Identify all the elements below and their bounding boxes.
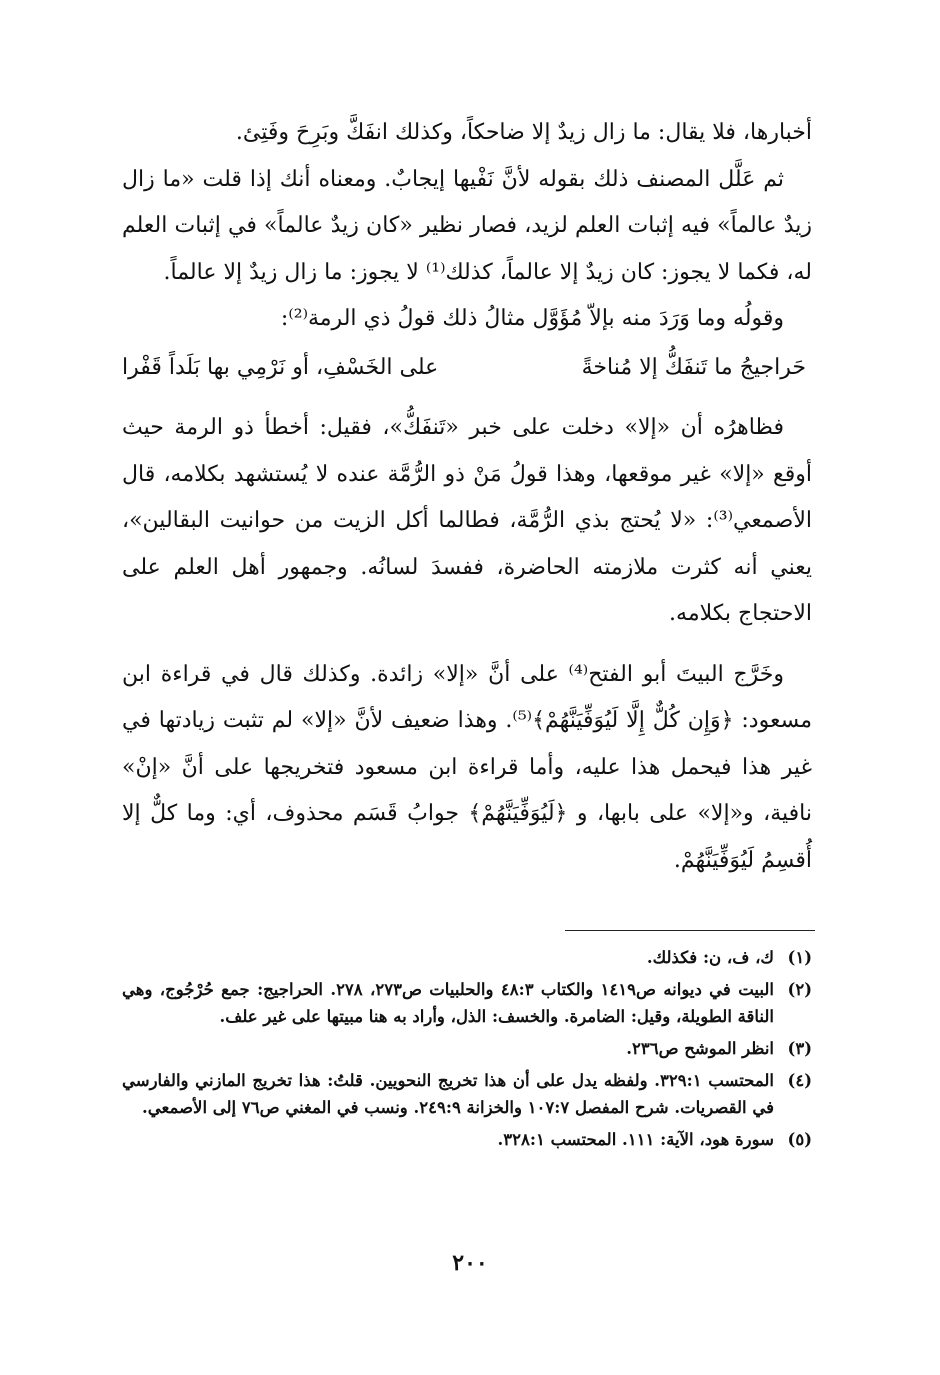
paragraph-5: وخَرَّج البيتَ أبو الفتح⁽⁴⁾ على أنَّ «إلا» زائدة. وكذلك قال في قراءة ابن مسعود: ﴿وَإِن كُلٌّ إِلَّا لَيُوَفِّيَنَّهُمْ﴾⁽⁵⁾. وهذا ضعيف لأنَّ «إلا» لم تثبت زيادتها في غير هذا فيحمل هذا عليه، وأما قراءة ابن مسعود فتخريجها على أنَّ «إنْ» نافية، و«إلا» على بابها، و ﴿لَيُوَفِّيَنَّهُمْ﴾ جوابُ قَسَم محذوف، أي: وما كلٌّ إلا أُقسِمُ لَيُوَفِّيَنَّهُمْ. (122, 661, 812, 873)
footnote-text: المحتسب ٣٢٩:١. ولفظه يدل على أن هذا تخريج النحويين. قلتُ: هذا تخريج المازني والفارسي في القصريات. شرح المفصل ١٠٧:٧ والخزانة ٢٤٩:٩. ونسب في المغني ص٧٦ إلى الأصمعي. (122, 1071, 774, 1117)
main-text (122, 110, 812, 884)
page-number: ٢٠٠ (452, 1250, 488, 1276)
footnote (122, 1126, 812, 1153)
footnote-number: (٣) (787, 1039, 812, 1058)
poetry-verse (122, 343, 806, 392)
footnote-text: انظر الموشح ص٢٣٦. (626, 1039, 774, 1058)
footnote-text: البيت في ديوانه ص١٤١٩ والكتاب ٤٨:٣ والحلبيات ص٢٧٣، ٢٧٨. الحراجيج: جمع حُرْجُوج، وهي الناقة الطويلة، وقيل: الضامرة. والخسف: الذل، وأراد به هنا مبيتها على غير علف. (122, 980, 774, 1026)
footnote (122, 1035, 812, 1062)
footnote-number: (١) (787, 948, 812, 967)
footnote (122, 944, 812, 971)
footnote (122, 976, 812, 1030)
paragraph-4: فظاهرُه أن «إلا» دخلت على خبر «تَنفَكُّ»، فقيل: أخطأ ذو الرمة حيث أوقع «إلا» غير موقعها، وهذا قولُ مَنْ ذو الرُّمَّة عنده لا يُستشهد بكلامه، قال الأصمعي⁽³⁾: «لا يُحتج بذي الرُّمَّة، فطالما أكل الزيت من حوانيت البقالين»، يعني أنه كثرت ملازمته الحاضرة، ففسدَ لسانُه. وجمهور أهل العلم على الاحتجاج بكلامه. (122, 415, 812, 626)
footnote (122, 1067, 812, 1121)
paragraph-2: ثم عَلَّل المصنف ذلك بقوله لأنَّ نَفْيها إيجابٌ. ومعناه أنك إذا قلت «ما زال زيدٌ عالماً» فيه إثبات العلم لزيد، فصار نظير «كان زيدٌ عالماً» في إثبات العلم له، فكما لا يجوز: كان زيدٌ إلا عالماً، كذلك⁽¹⁾ لا يجوز: ما زال زيدٌ إلا عالماً. (122, 166, 812, 285)
footnote-number: (٥) (787, 1130, 812, 1149)
verse-first-hemistich: حَراجيجُ ما تَنفَكُّ إلا مُناخةً (581, 354, 806, 380)
paragraph-1: أخبارها، فلا يقال: ما زال زيدٌ إلا ضاحكاً، وكذلك انفَكَّ وبَرِحَ وفَتِئ. (235, 120, 812, 145)
footnote-number: (٢) (787, 980, 812, 999)
verse-second-hemistich: على الخَسْفِ، أو نَرْمِي بها بَلَداً قَفْرا (122, 354, 439, 380)
footnote-separator (565, 930, 815, 931)
footnote-number: (٤) (787, 1071, 812, 1090)
footnotes (122, 944, 812, 1158)
footnote-text: ك، ف، ن: فكذلك. (646, 948, 774, 967)
paragraph-3: وقولُه وما وَرَدَ منه بإلاّ مُؤَوَّل مثالُ ذلك قولُ ذي الرمة⁽²⁾: (280, 306, 784, 331)
footnote-text: سورة هود، الآية: ١١١. المحتسب ٣٢٨:١. (497, 1130, 774, 1149)
